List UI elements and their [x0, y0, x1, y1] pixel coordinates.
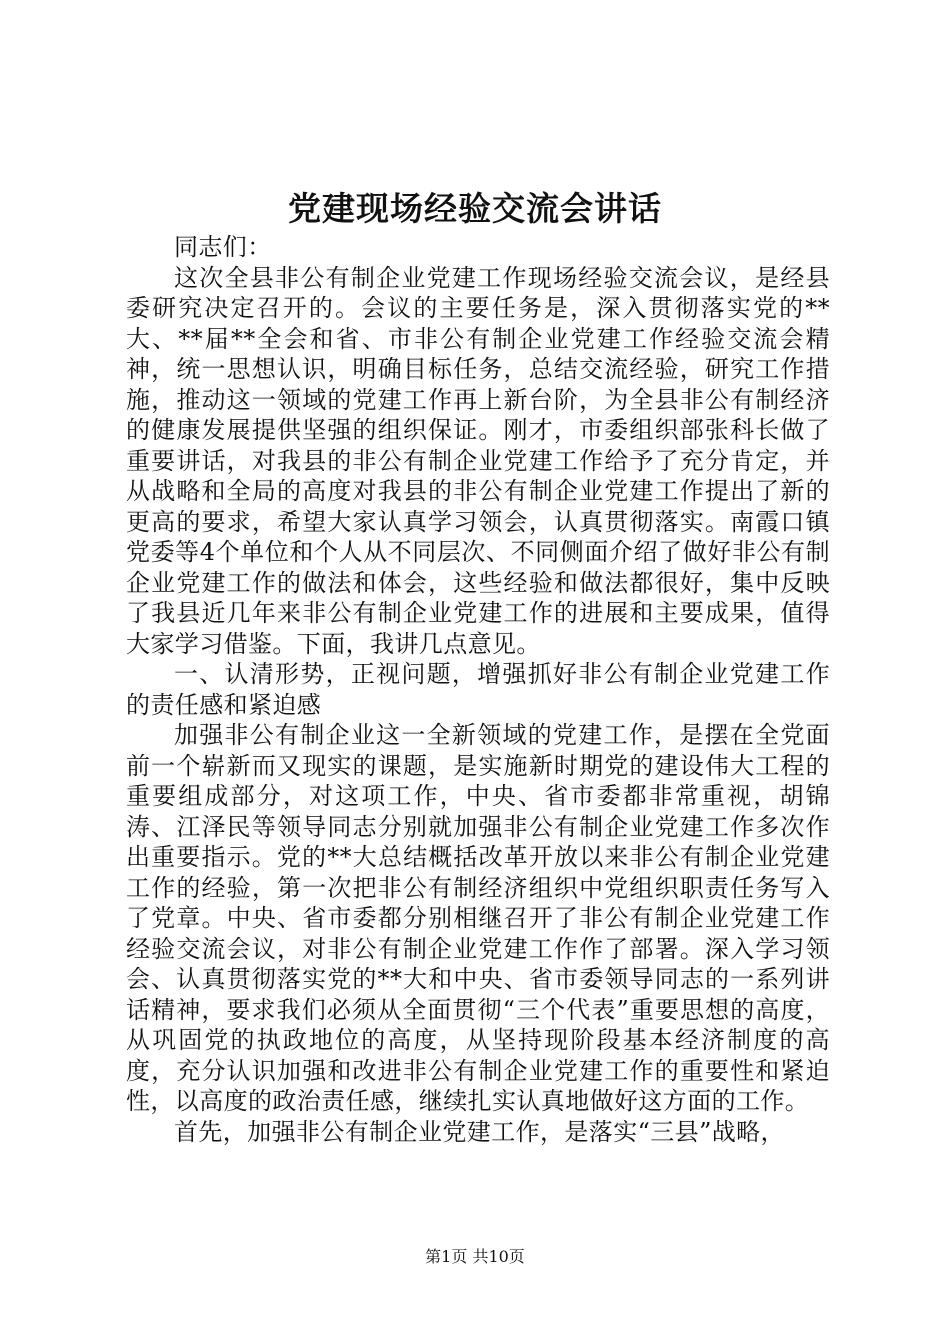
- paragraph-section-1: 加强非公有制企业这一全新领域的党建工作，是摆在全党面前一个崭新而又现实的课题，是实施新时期党的建设伟大工程的重要组成部分，对这项工作，中央、省市委都非常重视，胡锦涛、江泽民等领导同志分别就加强非公有制企业党建工作多次作出重要指示。党的**大总结概括改革开放以来非公有制企业党建工作的经验，第一次把非公有制经济组织中党组织职责任务写入了党章。中央、省市委都分别相继召开了非公有制企业党建工作经验交流会议，对非公有制企业党建工作作了部署。深入学习领会、认真贯彻落实党的**大和中央、省市委领导同志的一系列讲话精神，要求我们必须从全面贯彻“三个代表”重要思想的高度，从巩固党的执政地位的高度，从坚持现阶段基本经济制度的高度，充分认识加强和改进非公有制企业党建工作的重要性和紧迫性，以高度的政治责任感，继续扎实认真地做好这方面的工作。: [126, 721, 830, 1115]
- section-heading-1: 一、认清形势，正视问题，增强抓好非公有制企业党建工作的责任感和紧迫感: [126, 660, 830, 719]
- document-title: 党建现场经验交流会讲话: [288, 189, 662, 228]
- document-body: [126, 232, 830, 1147]
- paragraph-greeting: 同志们：: [174, 233, 272, 261]
- paragraph-introduction: 这次全县非公有制企业党建工作现场经验交流会议，是经县委研究决定召开的。会议的主要任务是，深入贯彻落实党的**大、**届**全会和省、市非公有制企业党建工作经验交流会精神，统一思想认识，明确目标任务，总结交流经验，研究工作措施，推动这一领域的党建工作再上新台阶，为全县非公有制经济的健康发展提供坚强的组织保证。刚才，市委组织部张科长做了重要讲话，对我县的非公有制企业党建工作给予了充分肯定，并从战略和全局的高度对我县的非公有制企业党建工作提出了新的更高的要求，希望大家认真学习领会，认真贯彻落实。南霞口镇党委等4个单位和个人从不同层次、不同侧面介绍了做好非公有制企业党建工作的做法和体会，这些经验和做法都很好，集中反映了我县近几年来非公有制企业党建工作的进展和主要成果，值得大家学习借鉴。下面，我讲几点意见。: [126, 263, 830, 658]
- paragraph-first-point: 首先，加强非公有制企业党建工作，是落实“三县”战略，: [174, 1117, 785, 1146]
- page-number-footer: 第1页 共10页: [425, 1247, 525, 1266]
